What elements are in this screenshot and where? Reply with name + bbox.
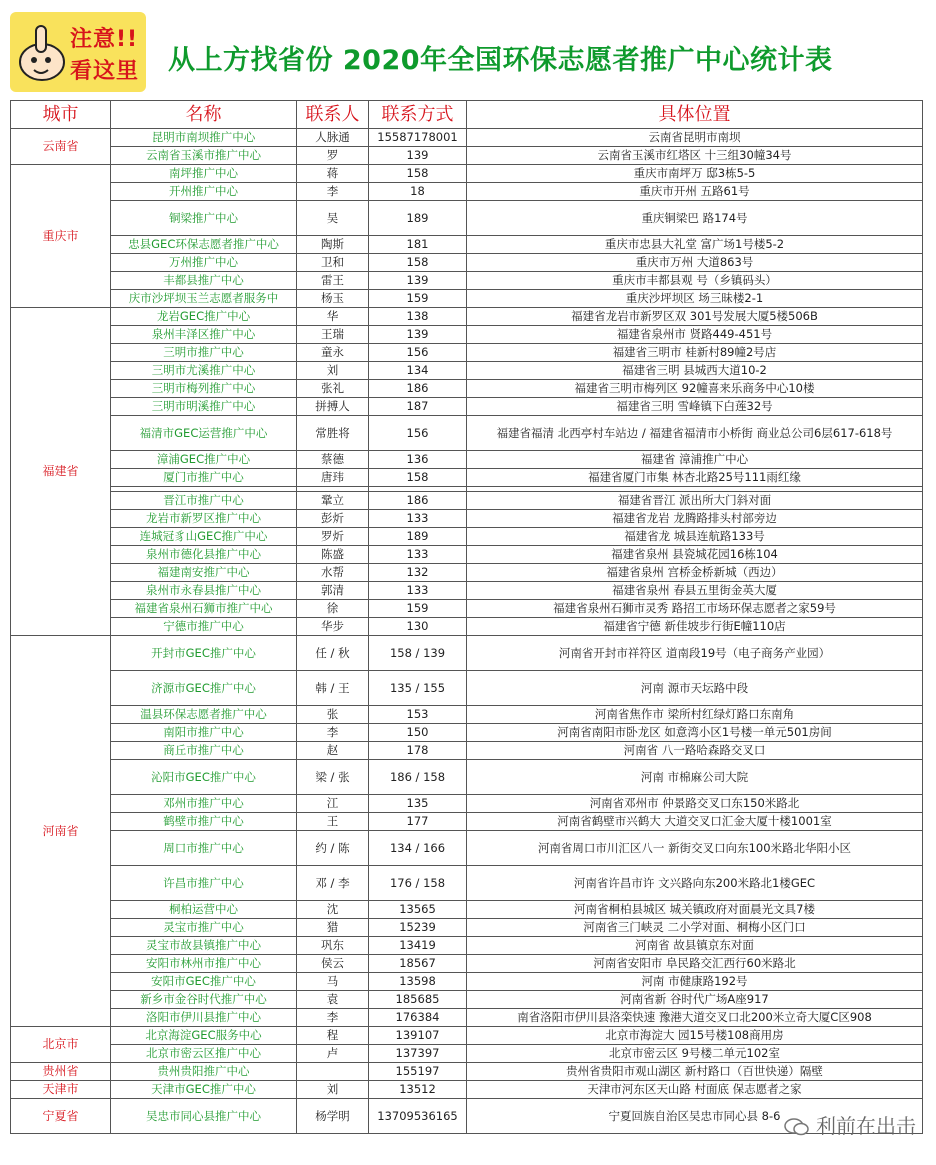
city-cell: 北京市	[11, 1027, 111, 1063]
loc-cell: 福建省三明市梅列区 92幢喜来乐商务中心10楼	[467, 380, 923, 398]
phone-cell: 15587178001	[369, 129, 467, 147]
name-cell: 福建省泉州石狮市推广中心	[111, 600, 297, 618]
phone-cell: 158	[369, 254, 467, 272]
name-cell: 丰都县推广中心	[111, 272, 297, 290]
name-cell: 新乡市金谷时代推广中心	[111, 991, 297, 1009]
name-cell: 漳浦GEC推广中心	[111, 451, 297, 469]
header-phone: 联系方式	[369, 101, 467, 129]
table-row	[11, 290, 923, 308]
phone-cell: 181	[369, 236, 467, 254]
loc-cell: 福建省三明 雪峰镇下白莲32号	[467, 398, 923, 416]
table-row	[11, 955, 923, 973]
loc-cell: 福建省泉州 春县五里街金英大厦	[467, 582, 923, 600]
loc-cell: 重庆沙坪坝区 场三昧楼2-1	[467, 290, 923, 308]
table-row	[11, 866, 923, 901]
phone-cell: 139	[369, 272, 467, 290]
person-cell: 鞏立	[297, 492, 369, 510]
person-cell: 王瑞	[297, 326, 369, 344]
phone-cell: 135	[369, 795, 467, 813]
phone-cell: 185685	[369, 991, 467, 1009]
phone-cell: 133	[369, 582, 467, 600]
person-cell: 陈盛	[297, 546, 369, 564]
person-cell: 唐玮	[297, 469, 369, 487]
table-row	[11, 1009, 923, 1027]
table-row	[11, 1081, 923, 1099]
table-row	[11, 831, 923, 866]
person-cell: 人脉通	[297, 129, 369, 147]
loc-cell: 北京市密云区 9号楼二单元102室	[467, 1045, 923, 1063]
phone-cell: 159	[369, 290, 467, 308]
person-cell: 陶斯	[297, 236, 369, 254]
name-cell: 南坪推广中心	[111, 165, 297, 183]
header-location: 具体位置	[467, 101, 923, 129]
watermark	[784, 1110, 916, 1139]
pointing-hand-icon	[14, 22, 70, 84]
name-cell: 宁德市推广中心	[111, 618, 297, 636]
table-row	[11, 919, 923, 937]
person-cell: 刘	[297, 362, 369, 380]
table-row	[11, 991, 923, 1009]
name-cell: 开州推广中心	[111, 183, 297, 201]
loc-cell: 河南省开封市祥符区 道南段19号（电子商务产业园）	[467, 636, 923, 671]
loc-cell: 重庆铜梁巴 路174号	[467, 201, 923, 236]
person-cell: 杨玉	[297, 290, 369, 308]
phone-cell: 139	[369, 147, 467, 165]
table-row	[11, 600, 923, 618]
table-row	[11, 618, 923, 636]
table-row	[11, 183, 923, 201]
name-cell: 安阳市GEC推广中心	[111, 973, 297, 991]
loc-cell: 重庆市开州 五路61号	[467, 183, 923, 201]
table-row	[11, 272, 923, 290]
table-row	[11, 760, 923, 795]
person-cell: 任 / 秋	[297, 636, 369, 671]
loc-cell: 河南 市健康路192号	[467, 973, 923, 991]
name-cell: 福清市GEC运营推广中心	[111, 416, 297, 451]
person-cell: 雷王	[297, 272, 369, 290]
phone-cell: 176384	[369, 1009, 467, 1027]
loc-cell: 福建省 漳浦推广中心	[467, 451, 923, 469]
table-row	[11, 813, 923, 831]
loc-cell: 福建省泉州 宫桥金桥新城（西边）	[467, 564, 923, 582]
phone-cell: 153	[369, 706, 467, 724]
phone-cell: 13419	[369, 937, 467, 955]
person-cell: 韩 / 王	[297, 671, 369, 706]
name-cell: 忠县GEC环保志愿者推广中心	[111, 236, 297, 254]
phone-cell: 139107	[369, 1027, 467, 1045]
name-cell: 贵州贵阳推广中心	[111, 1063, 297, 1081]
person-cell: 侯云	[297, 955, 369, 973]
person-cell: 罗炘	[297, 528, 369, 546]
logo	[10, 12, 146, 92]
person-cell: 王	[297, 813, 369, 831]
table-row	[11, 201, 923, 236]
table-row	[11, 901, 923, 919]
loc-cell: 河南省桐柏县城区 城关镇政府对面晨光文具7楼	[467, 901, 923, 919]
name-cell: 济源市GEC推广中心	[111, 671, 297, 706]
loc-cell: 福建省福清 北西亭村车站边 / 福建省福清市小桥街 商业总公司6层617-618号	[467, 416, 923, 451]
person-cell: 约 / 陈	[297, 831, 369, 866]
person-cell: 卫和	[297, 254, 369, 272]
person-cell: 徐	[297, 600, 369, 618]
table-row	[11, 492, 923, 510]
city-cell: 宁夏省	[11, 1099, 111, 1134]
header-city: 城市	[11, 101, 111, 129]
table-row	[11, 546, 923, 564]
loc-cell: 福建省厦门市集 林杏北路25号111雨红缘	[467, 469, 923, 487]
phone-cell: 189	[369, 201, 467, 236]
phone-cell: 186 / 158	[369, 760, 467, 795]
loc-cell: 福建省泉州 县瓷城花园16栋104	[467, 546, 923, 564]
loc-cell: 天津市河东区天山路 村面底 保志愿者之家	[467, 1081, 923, 1099]
table-row	[11, 564, 923, 582]
person-cell: 童永	[297, 344, 369, 362]
loc-cell: 云南省玉溪市红塔区 十三组30幢34号	[467, 147, 923, 165]
person-cell: 卢	[297, 1045, 369, 1063]
loc-cell: 福建省宁德 新佳坡步行街E幢110店	[467, 618, 923, 636]
loc-cell: 贵州省贵阳市观山湖区 新村路口（百世快递）隔壁	[467, 1063, 923, 1081]
loc-cell: 福建省龙岩 龙腾路排头村部旁边	[467, 510, 923, 528]
table-row	[11, 344, 923, 362]
phone-cell: 13709536165	[369, 1099, 467, 1134]
phone-cell: 13598	[369, 973, 467, 991]
name-cell: 庆市沙坪坝玉兰志愿者服务中	[111, 290, 297, 308]
loc-cell: 重庆市丰都县观 号（乡镇码头）	[467, 272, 923, 290]
loc-cell: 河南 源市天坛路中段	[467, 671, 923, 706]
person-cell: 常胜将	[297, 416, 369, 451]
table-row	[11, 1027, 923, 1045]
name-cell: 三明市明溪推广中心	[111, 398, 297, 416]
name-cell: 龙岩GEC推广中心	[111, 308, 297, 326]
phone-cell: 13565	[369, 901, 467, 919]
name-cell: 天津市GEC推广中心	[111, 1081, 297, 1099]
phone-cell: 133	[369, 510, 467, 528]
phone-cell: 132	[369, 564, 467, 582]
phone-cell: 135 / 155	[369, 671, 467, 706]
name-cell: 泉州市德化县推广中心	[111, 546, 297, 564]
name-cell: 南阳市推广中心	[111, 724, 297, 742]
table-row	[11, 528, 923, 546]
person-cell: 张礼	[297, 380, 369, 398]
phone-cell: 18567	[369, 955, 467, 973]
name-cell: 北京海淀GEC服务中心	[111, 1027, 297, 1045]
loc-cell: 宁夏回族自治区吴忠市同心县 8-6	[467, 1099, 923, 1134]
loc-cell: 河南 市棉麻公司大院	[467, 760, 923, 795]
center-table	[10, 100, 922, 1134]
city-cell: 重庆市	[11, 165, 111, 308]
phone-cell: 187	[369, 398, 467, 416]
city-cell: 河南省	[11, 636, 111, 1027]
person-cell: 马	[297, 973, 369, 991]
phone-cell: 155197	[369, 1063, 467, 1081]
loc-cell: 河南省安阳市 阜民路交汇西行60米路北	[467, 955, 923, 973]
person-cell: 袁	[297, 991, 369, 1009]
loc-cell: 河南省焦作市 梁所村红绿灯路口东南角	[467, 706, 923, 724]
person-cell: 水帮	[297, 564, 369, 582]
loc-cell: 重庆市万州 大道863号	[467, 254, 923, 272]
name-cell: 三明市尤溪推广中心	[111, 362, 297, 380]
name-cell: 开封市GEC推广中心	[111, 636, 297, 671]
phone-cell: 134 / 166	[369, 831, 467, 866]
table-row	[11, 147, 923, 165]
loc-cell: 河南省南阳市卧龙区 如意湾小区1号楼一单元501房间	[467, 724, 923, 742]
person-cell: 李	[297, 183, 369, 201]
person-cell: 李	[297, 724, 369, 742]
name-cell: 商丘市推广中心	[111, 742, 297, 760]
header-name: 名称	[111, 101, 297, 129]
table-row	[11, 308, 923, 326]
loc-cell: 河南省周口市川汇区八一 新街交叉口向东100米路北华阳小区	[467, 831, 923, 866]
phone-cell: 156	[369, 344, 467, 362]
name-cell: 周口市推广中心	[111, 831, 297, 866]
name-cell: 福建南安推广中心	[111, 564, 297, 582]
table-row	[11, 706, 923, 724]
loc-cell: 河南省邓州市 仲景路交叉口东150米路北	[467, 795, 923, 813]
stats-table	[10, 100, 923, 1134]
name-cell: 沁阳市GEC推广中心	[111, 760, 297, 795]
loc-cell: 福建省龙 城县连航路133号	[467, 528, 923, 546]
name-cell: 北京市密云区推广中心	[111, 1045, 297, 1063]
phone-cell: 134	[369, 362, 467, 380]
loc-cell: 福建省泉州市 贤路449-451号	[467, 326, 923, 344]
table-row	[11, 362, 923, 380]
name-cell: 云南省玉溪市推广中心	[111, 147, 297, 165]
table-row	[11, 636, 923, 671]
table-row	[11, 1063, 923, 1081]
logo-line2: 看这里	[70, 59, 140, 84]
phone-cell: 139	[369, 326, 467, 344]
phone-cell: 136	[369, 451, 467, 469]
loc-cell: 河南省鹤壁市兴鹤大 大道交叉口汇金大厦十楼1001室	[467, 813, 923, 831]
table-row	[11, 671, 923, 706]
table-row	[11, 937, 923, 955]
city-cell: 天津市	[11, 1081, 111, 1099]
table-row	[11, 973, 923, 991]
loc-cell: 北京市海淀大 园15号楼108商用房	[467, 1027, 923, 1045]
person-cell: 李	[297, 1009, 369, 1027]
phone-cell: 189	[369, 528, 467, 546]
phone-cell: 186	[369, 380, 467, 398]
header-row	[11, 101, 923, 129]
person-cell: 刘	[297, 1081, 369, 1099]
phone-cell: 158 / 139	[369, 636, 467, 671]
watermark-text: 利前在出击	[816, 1114, 916, 1138]
table-row	[11, 398, 923, 416]
table-row	[11, 469, 923, 487]
person-cell: 梁 / 张	[297, 760, 369, 795]
loc-cell: 河南省许昌市许 文兴路向东200米路北1楼GEC	[467, 866, 923, 901]
table-row	[11, 451, 923, 469]
person-cell: 巩东	[297, 937, 369, 955]
loc-cell: 南省洛阳市伊川县洛栾快速 豫港大道交叉口北200米立奇大厦C区908	[467, 1009, 923, 1027]
loc-cell: 重庆市忠县大礼堂 富广场1号楼5-2	[467, 236, 923, 254]
table-row	[11, 254, 923, 272]
name-cell: 万州推广中心	[111, 254, 297, 272]
loc-cell: 云南省昆明市南坝	[467, 129, 923, 147]
table-row	[11, 742, 923, 760]
person-cell: 杨学明	[297, 1099, 369, 1134]
phone-cell: 130	[369, 618, 467, 636]
name-cell: 泉州市永春县推广中心	[111, 582, 297, 600]
name-cell: 三明市梅列推广中心	[111, 380, 297, 398]
phone-cell: 18	[369, 183, 467, 201]
phone-cell: 156	[369, 416, 467, 451]
name-cell: 三明市推广中心	[111, 344, 297, 362]
loc-cell: 河南省 八一路哈森路交叉口	[467, 742, 923, 760]
table-row	[11, 1045, 923, 1063]
loc-cell: 福建省晋江 派出所大门斜对面	[467, 492, 923, 510]
table-row	[11, 724, 923, 742]
city-cell: 贵州省	[11, 1063, 111, 1081]
phone-cell: 186	[369, 492, 467, 510]
page-title: 从上方找省份 2020年全国环保志愿者推广中心统计表	[168, 45, 833, 76]
name-cell: 泉州丰泽区推广中心	[111, 326, 297, 344]
phone-cell: 159	[369, 600, 467, 618]
phone-cell: 15239	[369, 919, 467, 937]
person-cell: 程	[297, 1027, 369, 1045]
table-row	[11, 795, 923, 813]
city-cell: 福建省	[11, 308, 111, 636]
name-cell: 晋江市推广中心	[111, 492, 297, 510]
phone-cell: 158	[369, 469, 467, 487]
loc-cell: 福建省泉州石狮市灵秀 路招工市场环保志愿者之家59号	[467, 600, 923, 618]
name-cell: 铜梁推广中心	[111, 201, 297, 236]
name-cell: 灵宝市故县镇推广中心	[111, 937, 297, 955]
table-row	[11, 510, 923, 528]
table-row	[11, 129, 923, 147]
person-cell	[297, 1063, 369, 1081]
table-row	[11, 165, 923, 183]
table-row	[11, 326, 923, 344]
logo-line1: 注意!!	[70, 27, 139, 52]
loc-cell: 福建省三明市 桂新村89幢2号店	[467, 344, 923, 362]
person-cell: 吴	[297, 201, 369, 236]
phone-cell: 150	[369, 724, 467, 742]
table-row	[11, 582, 923, 600]
phone-cell: 133	[369, 546, 467, 564]
person-cell: 赵	[297, 742, 369, 760]
person-cell: 邓 / 李	[297, 866, 369, 901]
name-cell: 吴忠市同心县推广中心	[111, 1099, 297, 1134]
loc-cell: 河南省 故县镇京东对面	[467, 937, 923, 955]
person-cell: 郭清	[297, 582, 369, 600]
name-cell: 厦门市推广中心	[111, 469, 297, 487]
loc-cell: 河南省新 谷时代广场A座917	[467, 991, 923, 1009]
person-cell: 华步	[297, 618, 369, 636]
name-cell: 连城冠豸山GEC推广中心	[111, 528, 297, 546]
name-cell: 鹤壁市推广中心	[111, 813, 297, 831]
phone-cell: 138	[369, 308, 467, 326]
person-cell: 华	[297, 308, 369, 326]
loc-cell: 福建省龙岩市新罗区双 301号发展大厦5楼506B	[467, 308, 923, 326]
name-cell: 邓州市推广中心	[111, 795, 297, 813]
name-cell: 许昌市推广中心	[111, 866, 297, 901]
phone-cell: 158	[369, 165, 467, 183]
loc-cell: 河南省三门峡灵 二小学对面、桐梅小区门口	[467, 919, 923, 937]
person-cell: 蔡德	[297, 451, 369, 469]
phone-cell: 137397	[369, 1045, 467, 1063]
name-cell: 昆明市南坝推广中心	[111, 129, 297, 147]
person-cell: 彭炘	[297, 510, 369, 528]
person-cell: 拼搏人	[297, 398, 369, 416]
person-cell: 蒋	[297, 165, 369, 183]
person-cell: 江	[297, 795, 369, 813]
phone-cell: 176 / 158	[369, 866, 467, 901]
header	[0, 0, 936, 98]
person-cell: 罗	[297, 147, 369, 165]
person-cell: 猎	[297, 919, 369, 937]
name-cell: 桐柏运营中心	[111, 901, 297, 919]
table-row	[11, 380, 923, 398]
name-cell: 洛阳市伊川县推广中心	[111, 1009, 297, 1027]
name-cell: 龙岩市新罗区推广中心	[111, 510, 297, 528]
person-cell: 张	[297, 706, 369, 724]
table-row	[11, 236, 923, 254]
phone-cell: 178	[369, 742, 467, 760]
name-cell: 安阳市林州市推广中心	[111, 955, 297, 973]
person-cell: 沈	[297, 901, 369, 919]
wechat-icon	[784, 1117, 810, 1137]
name-cell: 灵宝市推广中心	[111, 919, 297, 937]
loc-cell: 重庆市南坪万 邸3栋5-5	[467, 165, 923, 183]
loc-cell: 福建省三明 县城西大道10-2	[467, 362, 923, 380]
table-row	[11, 416, 923, 451]
name-cell: 温县环保志愿者推广中心	[111, 706, 297, 724]
header-person: 联系人	[297, 101, 369, 129]
city-cell: 云南省	[11, 129, 111, 165]
phone-cell: 13512	[369, 1081, 467, 1099]
phone-cell: 177	[369, 813, 467, 831]
